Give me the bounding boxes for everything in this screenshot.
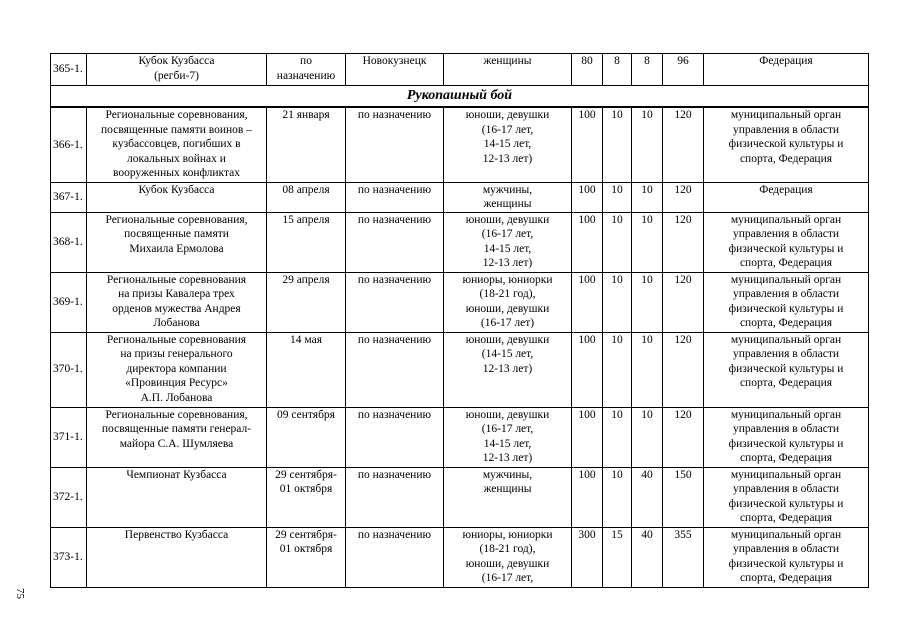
row-number-cell: 373-1. bbox=[51, 527, 87, 587]
organizer-cell: муниципальный орган управления в области физической культуры и спорта, Федерация bbox=[704, 107, 869, 182]
count-judges-cell: 10 bbox=[632, 272, 663, 332]
count-athletes-cell: 100 bbox=[572, 212, 603, 272]
event-place-cell: по назначению bbox=[346, 212, 444, 272]
count-athletes-cell: 100 bbox=[572, 107, 603, 182]
section-row bbox=[51, 86, 869, 108]
event-place-cell: по назначению bbox=[346, 332, 444, 407]
count-total-cell: 120 bbox=[663, 272, 704, 332]
count-coaches-cell: 10 bbox=[603, 212, 632, 272]
organizer-cell: муниципальный орган управления в области физической культуры и спорта, Федерация bbox=[704, 332, 869, 407]
row-number-cell: 371-1. bbox=[51, 407, 87, 467]
row-number-cell: 370-1. bbox=[51, 332, 87, 407]
event-date-cell: 29 сентября- 01 октября bbox=[267, 467, 346, 527]
event-name-cell: Региональные соревнования на призы Кавалера трех орденов мужества Андрея Лобанова bbox=[87, 272, 267, 332]
count-judges-cell: 40 bbox=[632, 467, 663, 527]
organizer-cell: Федерация bbox=[704, 54, 869, 86]
participants-cell: юноши, девушки (16-17 лет, 14-15 лет, 12-13 лет) bbox=[444, 407, 572, 467]
count-athletes-cell: 100 bbox=[572, 272, 603, 332]
count-total-cell: 120 bbox=[663, 332, 704, 407]
row-number-cell: 366-1. bbox=[51, 107, 87, 182]
count-coaches-cell: 8 bbox=[603, 54, 632, 86]
event-name-cell: Кубок Кузбасса bbox=[87, 182, 267, 212]
count-total-cell: 120 bbox=[663, 212, 704, 272]
participants-cell: юноши, девушки (16-17 лет, 14-15 лет, 12-13 лет) bbox=[444, 107, 572, 182]
table-row bbox=[51, 182, 869, 212]
count-judges-cell: 10 bbox=[632, 212, 663, 272]
row-number-cell: 365-1. bbox=[51, 54, 87, 86]
event-date-cell: 08 апреля bbox=[267, 182, 346, 212]
count-judges-cell: 10 bbox=[632, 332, 663, 407]
count-coaches-cell: 10 bbox=[603, 182, 632, 212]
event-place-cell: Новокузнецк bbox=[346, 54, 444, 86]
organizer-cell: муниципальный орган управления в области физической культуры и спорта, Федерация bbox=[704, 467, 869, 527]
count-athletes-cell: 100 bbox=[572, 182, 603, 212]
section-title: Рукопашный бой bbox=[51, 86, 869, 108]
event-date-cell: 29 сентября- 01 октября bbox=[267, 527, 346, 587]
event-date-cell: 21 января bbox=[267, 107, 346, 182]
participants-cell: юниоры, юниорки (18-21 год), юноши, девушки (16-17 лет, bbox=[444, 527, 572, 587]
count-judges-cell: 8 bbox=[632, 54, 663, 86]
event-name-cell: Первенство Кузбасса bbox=[87, 527, 267, 587]
table-row bbox=[51, 212, 869, 272]
event-name-cell: Региональные соревнования, посвященные памяти генерал- майора С.А. Шумляева bbox=[87, 407, 267, 467]
event-name-cell: Региональные соревнования, посвященные памяти Михаила Ермолова bbox=[87, 212, 267, 272]
count-total-cell: 120 bbox=[663, 182, 704, 212]
event-place-cell: по назначению bbox=[346, 527, 444, 587]
table-body bbox=[51, 54, 869, 588]
organizer-cell: муниципальный орган управления в области физической культуры и спорта, Федерация bbox=[704, 527, 869, 587]
count-total-cell: 120 bbox=[663, 407, 704, 467]
count-athletes-cell: 100 bbox=[572, 407, 603, 467]
count-judges-cell: 10 bbox=[632, 107, 663, 182]
table-row bbox=[51, 54, 869, 86]
count-athletes-cell: 80 bbox=[572, 54, 603, 86]
table-row bbox=[51, 332, 869, 407]
count-judges-cell: 10 bbox=[632, 407, 663, 467]
event-place-cell: по назначению bbox=[346, 407, 444, 467]
count-athletes-cell: 100 bbox=[572, 332, 603, 407]
participants-cell: юноши, девушки (14-15 лет, 12-13 лет) bbox=[444, 332, 572, 407]
count-athletes-cell: 100 bbox=[572, 467, 603, 527]
row-number-cell: 367-1. bbox=[51, 182, 87, 212]
count-coaches-cell: 15 bbox=[603, 527, 632, 587]
participants-cell: мужчины, женщины bbox=[444, 467, 572, 527]
event-date-cell: 09 сентября bbox=[267, 407, 346, 467]
table-row bbox=[51, 527, 869, 587]
table-row bbox=[51, 272, 869, 332]
event-place-cell: по назначению bbox=[346, 467, 444, 527]
count-coaches-cell: 10 bbox=[603, 407, 632, 467]
count-coaches-cell: 10 bbox=[603, 467, 632, 527]
event-date-cell: 15 апреля bbox=[267, 212, 346, 272]
count-coaches-cell: 10 bbox=[603, 107, 632, 182]
row-number-cell: 368-1. bbox=[51, 212, 87, 272]
row-number-cell: 369-1. bbox=[51, 272, 87, 332]
organizer-cell: Федерация bbox=[704, 182, 869, 212]
event-name-cell: Кубок Кузбасса (регби-7) bbox=[87, 54, 267, 86]
organizer-cell: муниципальный орган управления в области физической культуры и спорта, Федерация bbox=[704, 212, 869, 272]
page-number: 75 bbox=[14, 588, 26, 599]
count-judges-cell: 10 bbox=[632, 182, 663, 212]
count-total-cell: 120 bbox=[663, 107, 704, 182]
count-total-cell: 96 bbox=[663, 54, 704, 86]
count-total-cell: 150 bbox=[663, 467, 704, 527]
event-place-cell: по назначению bbox=[346, 107, 444, 182]
event-place-cell: по назначению bbox=[346, 182, 444, 212]
event-name-cell: Чемпионат Кузбасса bbox=[87, 467, 267, 527]
event-date-cell: по назначению bbox=[267, 54, 346, 86]
count-coaches-cell: 10 bbox=[603, 272, 632, 332]
participants-cell: юниоры, юниорки (18-21 год), юноши, девушки (16-17 лет) bbox=[444, 272, 572, 332]
table-row bbox=[51, 407, 869, 467]
event-name-cell: Региональные соревнования на призы генерального директора компании «Провинция Ресурс» А.П. Лобанова bbox=[87, 332, 267, 407]
table-row bbox=[51, 467, 869, 527]
count-judges-cell: 40 bbox=[632, 527, 663, 587]
table-row bbox=[51, 107, 869, 182]
row-number-cell: 372-1. bbox=[51, 467, 87, 527]
participants-cell: мужчины, женщины bbox=[444, 182, 572, 212]
count-coaches-cell: 10 bbox=[603, 332, 632, 407]
event-name-cell: Региональные соревнования, посвященные памяти воинов – кузбассовцев, погибших в локальных войнах и вооруженных конфликтах bbox=[87, 107, 267, 182]
participants-cell: юноши, девушки (16-17 лет, 14-15 лет, 12-13 лет) bbox=[444, 212, 572, 272]
event-date-cell: 29 апреля bbox=[267, 272, 346, 332]
schedule-table bbox=[50, 53, 869, 588]
event-place-cell: по назначению bbox=[346, 272, 444, 332]
count-total-cell: 355 bbox=[663, 527, 704, 587]
organizer-cell: муниципальный орган управления в области физической культуры и спорта, Федерация bbox=[704, 272, 869, 332]
count-athletes-cell: 300 bbox=[572, 527, 603, 587]
event-date-cell: 14 мая bbox=[267, 332, 346, 407]
organizer-cell: муниципальный орган управления в области физической культуры и спорта, Федерация bbox=[704, 407, 869, 467]
participants-cell: женщины bbox=[444, 54, 572, 86]
